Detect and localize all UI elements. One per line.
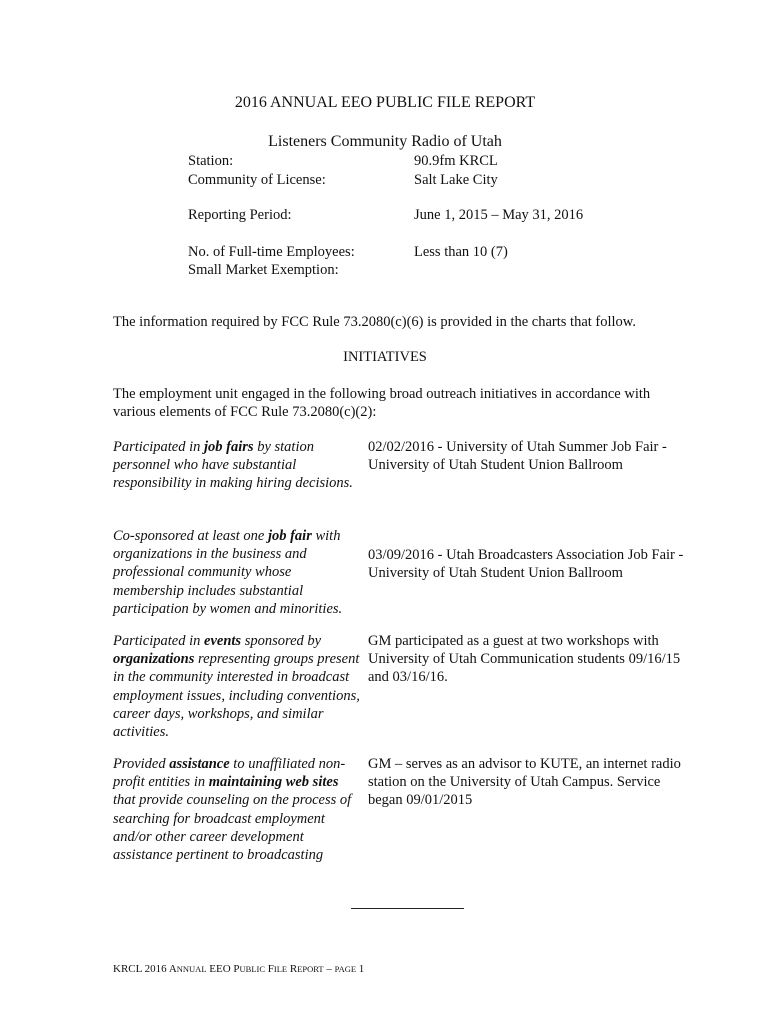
report-title: 2016 ANNUAL EEO PUBLIC FILE REPORT [234, 94, 536, 111]
page-footer [113, 963, 364, 975]
text-run: Provided [113, 756, 170, 772]
footer-text: R [287, 963, 298, 975]
text-run: sponsored by [241, 633, 322, 649]
intro-text: The information required by FCC Rule 73.2080(c)(6) is provided in the charts that follow. [113, 314, 636, 330]
text-run: with organizations in the business and professional community whose membership includes substantial participation by women and minorities. [113, 528, 343, 617]
footer-text: – [323, 963, 335, 975]
text-run: to unaffiliated non-profit entities in [113, 756, 346, 791]
initiative-description [113, 438, 363, 493]
reporting-period-value: June 1, 2015 – May 31, 2016 [414, 207, 584, 223]
emphasis-text: assistance [169, 756, 230, 772]
initiative-activity: 02/02/2016 - University of Utah Summer Job Fair - University of Utah Student Union Ballroom [368, 439, 667, 474]
text-run: by station personnel who have substantial responsibility in making hiring decisions. [113, 439, 353, 492]
employees-label: No. of Full-time Employees: [188, 244, 355, 260]
initiatives-heading: INITIATIVES [343, 349, 427, 365]
text-run: Co-sponsored at least one [113, 528, 268, 544]
footer-text: KRCL 2016 A [113, 963, 177, 975]
footer-text: PAGE [334, 964, 357, 974]
paragraph-line: various elements of FCC Rule 73.2080(c)(2): [113, 404, 377, 420]
emphasis-text: maintaining web sites [208, 774, 339, 791]
footer-text: 1 [356, 963, 365, 975]
initiative-activity: GM – serves as an advisor to KUTE, an internet radio station on the University of Utah Campus. Service began 09/01/2015 [368, 756, 681, 809]
text-run: Participated in [113, 633, 205, 649]
footer-text: EEO P [206, 963, 240, 975]
footer-text: NNUAL [176, 964, 207, 974]
paragraph-line: The employment unit engaged in the following broad outreach initiatives in accordance with [113, 386, 651, 402]
exemption-label: Small Market Exemption: [188, 262, 339, 278]
emphasis-text: events [204, 633, 242, 649]
emphasis-text: organizations [113, 651, 195, 668]
initiative-description [113, 632, 363, 741]
initiative-activity: GM participated as a guest at two workshops with University of Utah Communication students 09/16/15 and 03/16/16. [368, 633, 681, 686]
community-value: Salt Lake City [414, 172, 498, 188]
community-label: Community of License: [188, 172, 326, 188]
footer-text: ILE [273, 964, 288, 974]
text-run: that provide counseling on the process of searching for broadcast employment and/or other career development assistance pertinent to broadcasting [113, 792, 352, 864]
text-run: representing groups present in the community interested in broadcast employment issues, including conventions, career days, workshops, and similar activities. [113, 651, 360, 741]
emphasis-text: job fairs [204, 439, 254, 455]
text-run: Participated in [113, 439, 205, 455]
emphasis-text: job fair [267, 528, 312, 544]
footer-text: EPORT [297, 964, 324, 974]
footnote-divider [351, 908, 464, 909]
employees-value: Less than 10 (7) [414, 244, 508, 260]
station-value: 90.9fm KRCL [414, 153, 498, 169]
initiative-description [113, 755, 363, 864]
organization-name: Listeners Community Radio of Utah [268, 133, 502, 150]
footer-text: F [265, 963, 274, 975]
reporting-period-label: Reporting Period: [188, 207, 292, 223]
initiatives-paragraph [113, 385, 650, 421]
station-label: Station: [188, 153, 234, 169]
footer-text: UBLIC [239, 964, 266, 974]
initiative-activity: 03/09/2016 - Utah Broadcasters Association Job Fair - University of Utah Student Union Ballroom [368, 547, 684, 582]
initiative-description [113, 527, 363, 618]
